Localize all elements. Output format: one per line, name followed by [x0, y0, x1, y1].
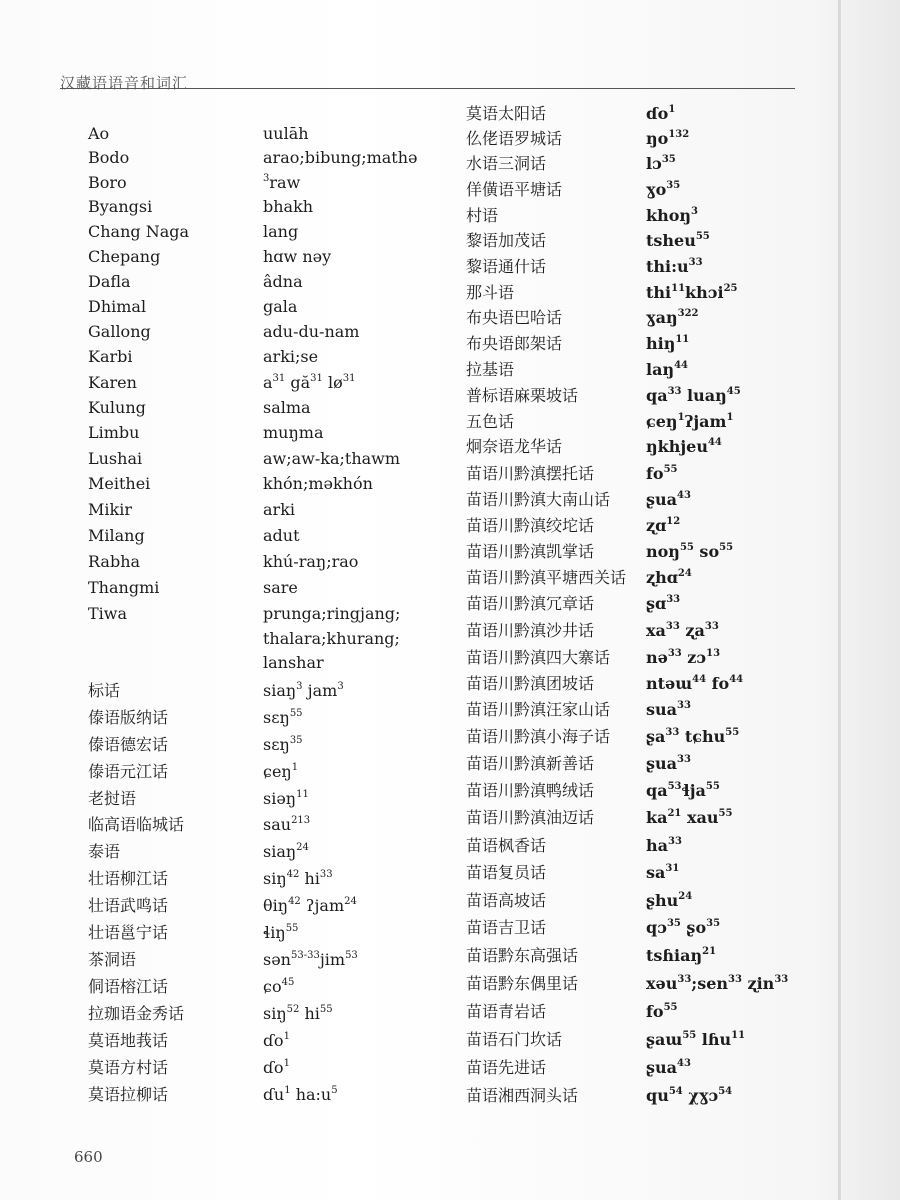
- word-form: arao;bibung;mathə: [263, 148, 418, 167]
- language-name: 布央语巴哈话: [466, 308, 563, 327]
- word-form: hɑw nəy: [263, 247, 332, 266]
- language-name: Rabha: [88, 552, 141, 571]
- language-name: 普标语麻栗坡话: [466, 386, 579, 405]
- word-form: ɕeŋ$^1$: [263, 761, 299, 781]
- word-form: ʂɑ$^{33}$: [646, 593, 681, 613]
- word-form: ɣo$^{35}$: [646, 179, 681, 199]
- word-form: ɣaŋ$^{322}$: [646, 307, 699, 327]
- language-name: 苗语川黔滇大南山话: [466, 490, 611, 509]
- word-form: ʐɑ$^{12}$: [646, 515, 681, 535]
- language-name: 那斗语: [466, 283, 515, 302]
- word-form: lanshar: [263, 653, 324, 672]
- language-name: 苗语川黔滇油迈话: [466, 808, 595, 827]
- word-form: sau$^{213}$: [263, 814, 311, 834]
- language-name: 临高语临城话: [88, 815, 185, 834]
- language-name: 莫语地莪话: [88, 1031, 169, 1050]
- word-form: ɗo$^1$: [263, 1057, 290, 1077]
- language-name: 侗语榕江话: [88, 977, 169, 996]
- word-form: gala: [263, 297, 298, 316]
- language-name: 苗语高坡话: [466, 891, 547, 910]
- language-name: 苗语川黔滇沙井话: [466, 621, 595, 640]
- word-form: $ha^{33}$: [646, 835, 682, 855]
- language-name: 五色话: [466, 412, 515, 431]
- language-name: Tiwa: [88, 604, 128, 623]
- language-name: 苗语石门坎话: [466, 1030, 563, 1049]
- word-form: arki;se: [263, 347, 319, 366]
- word-form: $qu^{54}$ χɣɔ$^{54}$: [646, 1085, 733, 1105]
- language-name: 苗语川黔滇冗章话: [466, 594, 595, 613]
- word-form: thalara;khurang;: [263, 629, 400, 648]
- language-name: 拉珈语金秀话: [88, 1004, 185, 1023]
- word-form: lɔ$^{35}$: [646, 153, 676, 173]
- word-form: $fo^{55}$: [646, 463, 678, 483]
- language-name: Limbu: [88, 423, 140, 442]
- word-form: ɗo$^1$: [646, 103, 676, 123]
- language-name: Lushai: [88, 449, 143, 468]
- language-name: 苗语川黔滇团坡话: [466, 674, 595, 693]
- word-form: tsheu$^{55}$: [646, 230, 710, 250]
- language-name: Karen: [88, 373, 137, 392]
- word-form: siŋ$^{42}$ $hi^{33}$: [263, 868, 333, 888]
- language-name: 莫语拉柳话: [88, 1085, 169, 1104]
- language-name: 莫语方村话: [88, 1058, 169, 1077]
- language-name: Bodo: [88, 148, 130, 167]
- language-name: 壮语柳江话: [88, 869, 169, 888]
- word-form: ʐhɑ$^{24}$: [646, 567, 692, 587]
- word-form: xəu$^{33}$;sen$^{33}$ ʐin$^{33}$: [646, 973, 789, 993]
- word-form: ʂua$^{33}$: [646, 753, 691, 773]
- word-form: $thi:u^{33}$: [646, 256, 703, 276]
- word-form: adu-du-nam: [263, 322, 360, 341]
- language-name: 傣语元江话: [88, 762, 169, 781]
- language-name: Gallong: [88, 322, 151, 341]
- word-form: noŋ$^{55}$ $so^{55}$: [646, 541, 734, 561]
- word-form: siŋ$^{52}$ $hi^{55}$: [263, 1003, 333, 1023]
- language-name: 傣语版纳话: [88, 708, 169, 727]
- word-form: siaŋ$^3$ jam$^3$: [263, 680, 344, 700]
- word-form: aw;aw-ka;thawm: [263, 449, 401, 468]
- word-form: prunga;ringjang;: [263, 604, 401, 623]
- word-form: $qa^{53}ɬja^{55}$: [646, 780, 720, 800]
- word-form: bhakh: [263, 197, 314, 216]
- word-form: $a^{31}$ $gă^{31}$ $lø^{31}$: [263, 372, 356, 392]
- language-name: 苗语复员话: [466, 863, 547, 882]
- word-form: siaŋ$^{24}$: [263, 841, 309, 861]
- word-form: khón;məkhón: [263, 474, 373, 493]
- word-form: ntəɯ$^{44}$ $fo^{44}$: [646, 673, 744, 693]
- language-name: 老挝语: [88, 789, 137, 808]
- language-name: Dafla: [88, 272, 131, 291]
- header-rule: [60, 88, 795, 89]
- word-form: ɕeŋ$^1$ʔjam$^1$: [646, 411, 734, 431]
- word-form: $qa^{33}$ luaŋ$^{45}$: [646, 385, 741, 405]
- word-form: tsɦiaŋ$^{21}$: [646, 945, 717, 965]
- word-form: siəŋ$^{11}$: [263, 788, 309, 808]
- language-name: 苗语枫香话: [466, 836, 547, 855]
- language-name: 黎语通什话: [466, 257, 547, 276]
- language-name: Kulung: [88, 398, 146, 417]
- language-name: Chepang: [88, 247, 161, 266]
- word-form: nə$^{33}$ zɔ$^{13}$: [646, 647, 721, 667]
- language-name: 苗语吉卫话: [466, 918, 547, 937]
- language-name: Karbi: [88, 347, 133, 366]
- word-form: qɔ$^{35}$ ʂo$^{35}$: [646, 917, 721, 937]
- language-name: 苗语黔东高强话: [466, 946, 579, 965]
- word-form: khú-raŋ;rao: [263, 552, 359, 571]
- word-form: ɗo$^1$: [263, 1030, 290, 1050]
- language-name: 壮语武鸣话: [88, 896, 169, 915]
- word-form: ŋkhjeu$^{44}$: [646, 436, 722, 456]
- language-name: 泰语: [88, 842, 121, 861]
- word-form: khoŋ$^3$: [646, 205, 698, 225]
- language-name: Byangsi: [88, 197, 153, 216]
- language-name: 壮语邕宁话: [88, 923, 169, 942]
- language-name: 炯奈语龙华话: [466, 437, 563, 456]
- word-form: $xa^{33}$ ʐa$^{33}$: [646, 620, 719, 640]
- language-name: 仫佬语罗城话: [466, 129, 563, 148]
- word-form: θiŋ$^{42}$ ʔjam$^{24}$: [263, 895, 357, 915]
- language-name: 苗语湘西洞头话: [466, 1086, 579, 1105]
- word-form: sɛŋ$^{35}$: [263, 734, 303, 754]
- language-name: Chang Naga: [88, 222, 190, 241]
- language-name: Boro: [88, 173, 127, 192]
- word-form: muŋma: [263, 423, 324, 442]
- language-name: 苗语川黔滇新善话: [466, 754, 595, 773]
- word-form: thi$^{11}$khɔi$^{25}$: [646, 282, 738, 302]
- word-form: hiŋ$^{11}$: [646, 333, 690, 353]
- language-name: 苗语黔东偶里话: [466, 974, 579, 993]
- word-form: sare: [263, 578, 298, 597]
- language-name: 水语三洞话: [466, 154, 547, 173]
- language-name: 苗语川黔滇摆托话: [466, 464, 595, 483]
- language-name: Dhimal: [88, 297, 147, 316]
- word-form: $ŋo^{132}$: [646, 128, 690, 148]
- language-name: 茶洞语: [88, 950, 137, 969]
- word-form: ʂua$^{43}$: [646, 1057, 691, 1077]
- language-name: 佯僙语平塘话: [466, 180, 563, 199]
- word-form: ɗu$^1$ $ha:u^5$: [263, 1084, 338, 1104]
- word-form: $sa^{31}$: [646, 862, 680, 882]
- language-name: 黎语加茂话: [466, 231, 547, 250]
- word-form: sua$^{33}$: [646, 699, 691, 719]
- word-form: ɕo$^{45}$: [263, 976, 295, 996]
- word-form: ʂua$^{43}$: [646, 489, 691, 509]
- language-name: 苗语川黔滇凯掌话: [466, 542, 595, 561]
- word-form: sən$^{53-33}$jim$^{53}$: [263, 949, 358, 969]
- language-name: 苗语川黔滇汪家山话: [466, 700, 611, 719]
- word-form: arki: [263, 500, 295, 519]
- language-name: 苗语川黔滇鸭绒话: [466, 781, 595, 800]
- running-header: 汉藏语语音和词汇: [60, 74, 189, 92]
- word-form: ɬiŋ$^{55}$: [263, 922, 299, 942]
- word-form: uulāh: [263, 124, 309, 143]
- page-fold-shadow: [838, 0, 841, 1200]
- language-name: 莫语太阳话: [466, 104, 547, 123]
- language-name: 苗语青岩话: [466, 1002, 547, 1021]
- word-form: $fo^{55}$: [646, 1001, 678, 1021]
- word-form: adut: [263, 526, 300, 545]
- language-name: 苗语川黔滇小海子话: [466, 727, 611, 746]
- language-name: 村语: [466, 206, 499, 225]
- language-name: Meithei: [88, 474, 151, 493]
- word-form: salma: [263, 398, 311, 417]
- language-name: Milang: [88, 526, 145, 545]
- language-name: 拉基语: [466, 360, 515, 379]
- language-name: 布央语郎架话: [466, 334, 563, 353]
- language-name: Thangmi: [88, 578, 160, 597]
- language-name: 标话: [88, 681, 121, 700]
- word-form: ʂaɯ$^{55}$ lɦu$^{11}$: [646, 1029, 746, 1049]
- word-form: sɛŋ$^{55}$: [263, 707, 303, 727]
- language-name: 苗语川黔滇四大寨话: [466, 648, 611, 667]
- language-name: 苗语川黔滇平塘西关话: [466, 568, 627, 587]
- word-form: $ka^{21}$ xau$^{55}$: [646, 807, 733, 827]
- word-form: ʂa$^{33}$ tɕhu$^{55}$: [646, 726, 740, 746]
- word-form: laŋ$^{44}$: [646, 359, 688, 379]
- word-form: ʂhu$^{24}$: [646, 890, 693, 910]
- page-number: 660: [74, 1148, 103, 1166]
- word-form: âdna: [263, 272, 303, 291]
- language-name: Mikir: [88, 500, 132, 519]
- word-form: $^3$raw: [263, 172, 301, 192]
- language-name: 傣语德宏话: [88, 735, 169, 754]
- language-name: 苗语先进话: [466, 1058, 547, 1077]
- word-form: lang: [263, 222, 299, 241]
- language-name: Ao: [88, 124, 110, 143]
- language-name: 苗语川黔滇绞坨话: [466, 516, 595, 535]
